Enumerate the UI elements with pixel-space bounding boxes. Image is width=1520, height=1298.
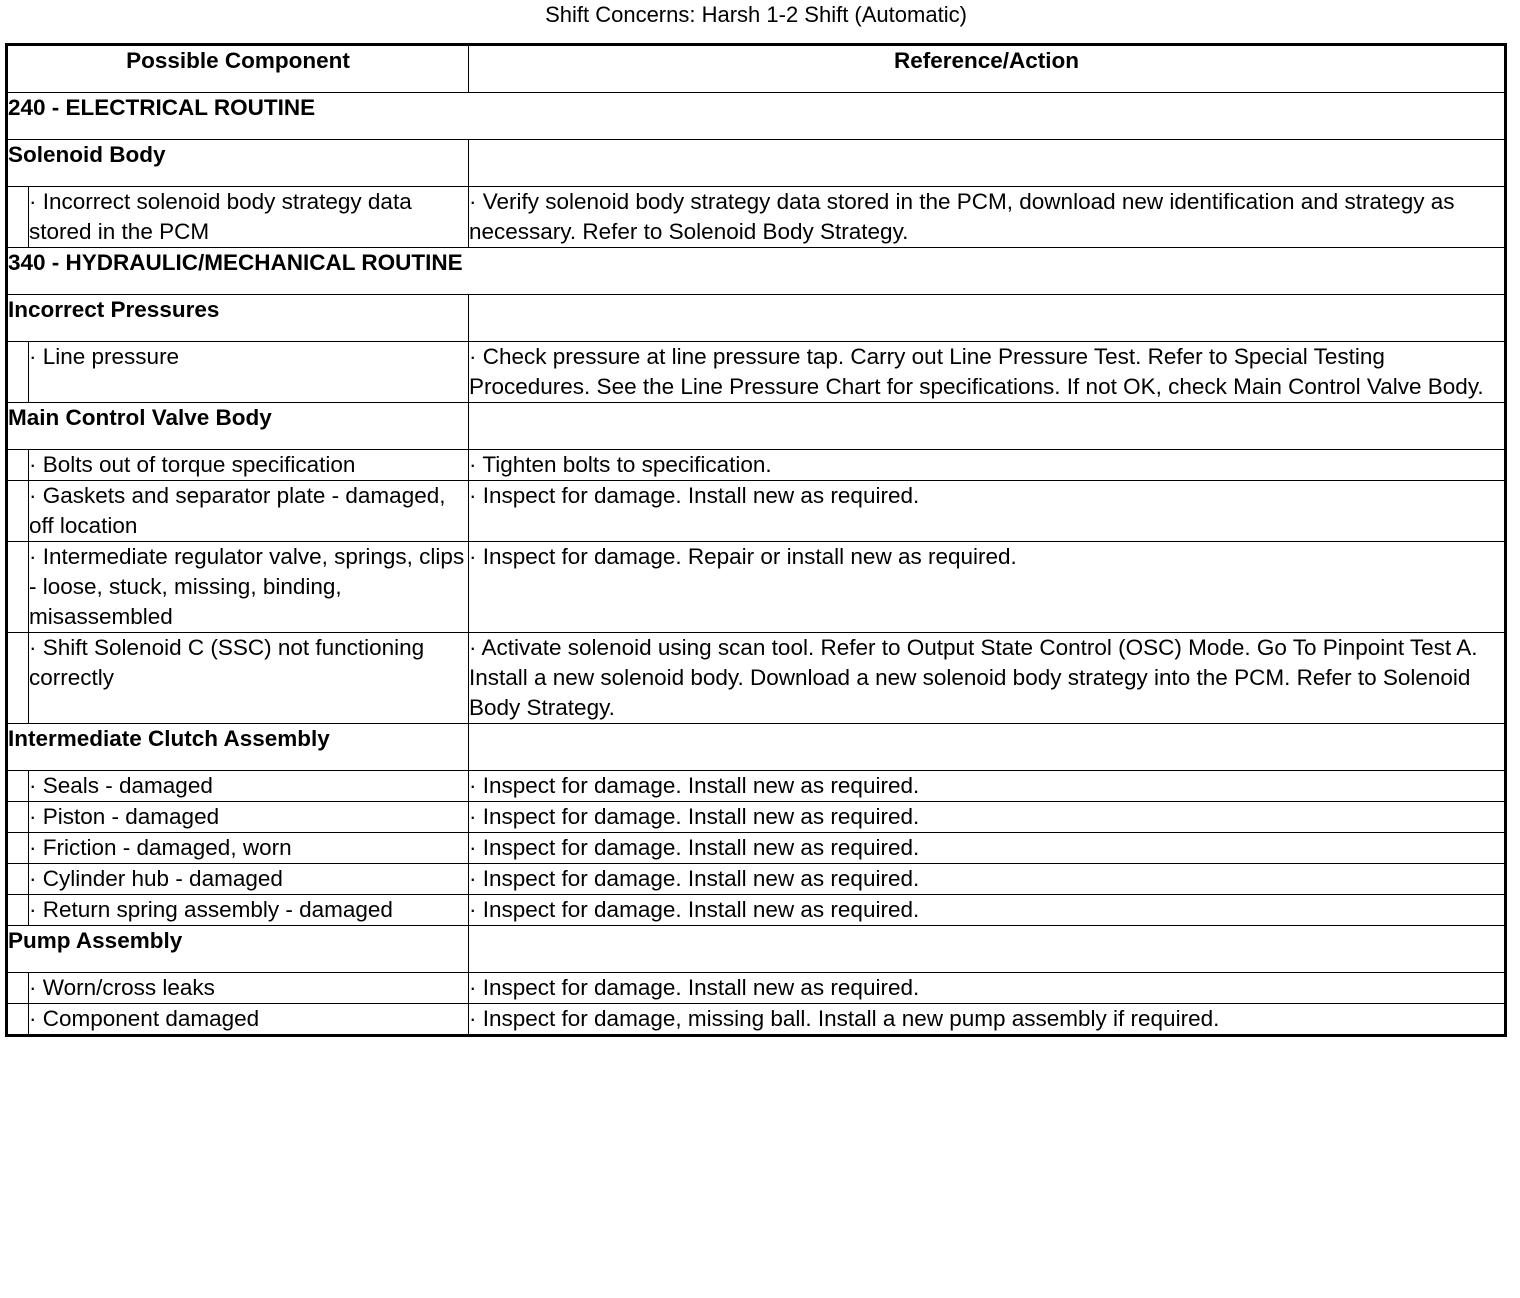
indent-cell: [7, 1004, 29, 1036]
component-cell: · Component damaged: [29, 1004, 469, 1036]
indent-cell: [7, 895, 29, 926]
section-heading: 240 - ELECTRICAL ROUTINE: [7, 93, 1506, 140]
group-heading: Intermediate Clutch Assembly: [7, 724, 469, 771]
component-cell: · Friction - damaged, worn: [29, 833, 469, 864]
section-heading: 340 - HYDRAULIC/MECHANICAL ROUTINE: [7, 248, 1506, 295]
table-row: [7, 1004, 1506, 1036]
component-cell: · Intermediate regulator valve, springs, clips - loose, stuck, missing, binding, misassembled: [29, 542, 469, 633]
action-cell: · Inspect for damage. Install new as required.: [469, 973, 1506, 1004]
table-row: [7, 895, 1506, 926]
action-cell: · Inspect for damage. Install new as required.: [469, 895, 1506, 926]
table-body: [7, 93, 1506, 1036]
indent-cell: [7, 833, 29, 864]
action-cell: · Inspect for damage. Install new as required.: [469, 481, 1506, 542]
header-reference-action: Reference/Action: [469, 45, 1506, 93]
indent-cell: [7, 342, 29, 403]
action-cell: · Inspect for damage. Repair or install new as required.: [469, 542, 1506, 633]
table-row: [7, 833, 1506, 864]
group-row: [7, 140, 1506, 187]
section-row: [7, 93, 1506, 140]
component-cell: · Seals - damaged: [29, 771, 469, 802]
indent-cell: [7, 187, 29, 248]
component-cell: · Return spring assembly - damaged: [29, 895, 469, 926]
table-row: [7, 481, 1506, 542]
table-row: [7, 973, 1506, 1004]
group-empty-cell: [469, 926, 1506, 973]
component-cell: · Gaskets and separator plate - damaged, off location: [29, 481, 469, 542]
indent-cell: [7, 542, 29, 633]
table-row: [7, 187, 1506, 248]
action-cell: · Inspect for damage. Install new as required.: [469, 833, 1506, 864]
component-cell: · Piston - damaged: [29, 802, 469, 833]
action-cell: · Tighten bolts to specification.: [469, 450, 1506, 481]
component-cell: · Line pressure: [29, 342, 469, 403]
header-row: [7, 45, 1506, 93]
group-empty-cell: [469, 140, 1506, 187]
action-cell: · Inspect for damage. Install new as required.: [469, 802, 1506, 833]
group-empty-cell: [469, 724, 1506, 771]
group-row: [7, 295, 1506, 342]
table-row: [7, 542, 1506, 633]
component-cell: · Worn/cross leaks: [29, 973, 469, 1004]
action-cell: · Inspect for damage. Install new as required.: [469, 771, 1506, 802]
indent-cell: [7, 450, 29, 481]
group-empty-cell: [469, 403, 1506, 450]
diagnostic-table: [5, 43, 1507, 1037]
group-row: [7, 724, 1506, 771]
section-row: [7, 248, 1506, 295]
indent-cell: [7, 864, 29, 895]
action-cell: · Inspect for damage. Install new as required.: [469, 864, 1506, 895]
component-cell: · Incorrect solenoid body strategy data stored in the PCM: [29, 187, 469, 248]
table-row: [7, 633, 1506, 724]
table-row: [7, 771, 1506, 802]
group-heading: Main Control Valve Body: [7, 403, 469, 450]
indent-cell: [7, 633, 29, 724]
indent-cell: [7, 771, 29, 802]
indent-cell: [7, 973, 29, 1004]
group-heading: Solenoid Body: [7, 140, 469, 187]
header-possible-component: Possible Component: [7, 45, 469, 93]
table-row: [7, 450, 1506, 481]
group-empty-cell: [469, 295, 1506, 342]
indent-cell: [7, 481, 29, 542]
group-heading: Incorrect Pressures: [7, 295, 469, 342]
page-title: Shift Concerns: Harsh 1-2 Shift (Automatic): [545, 2, 967, 27]
action-cell: · Verify solenoid body strategy data stored in the PCM, download new identification and strategy as necessary. Refer to Solenoid Body Strategy.: [469, 187, 1506, 248]
action-cell: · Activate solenoid using scan tool. Refer to Output State Control (OSC) Mode. Go To Pinpoint Test A. Install a new solenoid body. Download a new solenoid body strategy into the PCM. Refer to Solenoid Body Strategy.: [469, 633, 1506, 724]
group-row: [7, 403, 1506, 450]
component-cell: · Bolts out of torque specification: [29, 450, 469, 481]
group-row: [7, 926, 1506, 973]
group-heading: Pump Assembly: [7, 926, 469, 973]
table-row: [7, 802, 1506, 833]
table-row: [7, 342, 1506, 403]
table-row: [7, 864, 1506, 895]
action-cell: · Inspect for damage, missing ball. Install a new pump assembly if required.: [469, 1004, 1506, 1036]
indent-cell: [7, 802, 29, 833]
action-cell: · Check pressure at line pressure tap. Carry out Line Pressure Test. Refer to Special Testing Procedures. See the Line Pressure Chart for specifications. If not OK, check Main Control Valve Body.: [469, 342, 1506, 403]
component-cell: · Cylinder hub - damaged: [29, 864, 469, 895]
component-cell: · Shift Solenoid C (SSC) not functioning correctly: [29, 633, 469, 724]
